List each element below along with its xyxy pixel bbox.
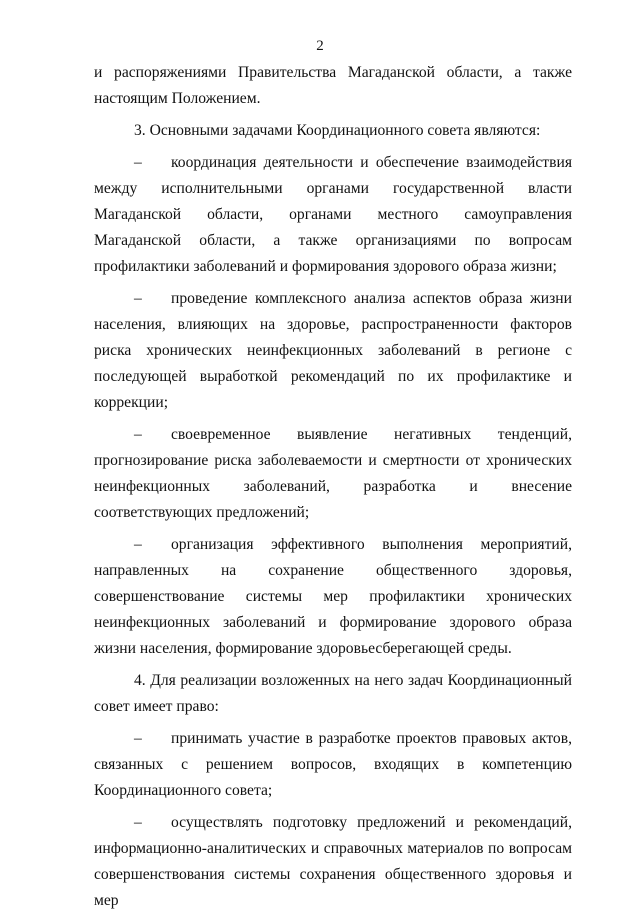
- paragraph-rights-heading: 4. Для реализации возложенных на него задач Координационный совет имеет право:: [94, 672, 572, 715]
- list-item-organization: [94, 532, 572, 662]
- dash-bullet: –: [134, 426, 142, 443]
- list-item-text: своевременное выявление негативных тенденций, прогнозирование риска заболеваемости и смертности от хронических неинфекционных заболеваний, разработка и внесение соответствующих предложений;: [94, 426, 572, 521]
- dash-bullet: –: [134, 154, 142, 171]
- dash-bullet: –: [134, 814, 142, 831]
- list-item-analysis: [94, 286, 572, 416]
- list-item-preparation: [94, 810, 572, 914]
- dash-bullet: –: [134, 730, 142, 747]
- list-item-detection: [94, 422, 572, 526]
- list-item-participation: [94, 726, 572, 804]
- page-number: 2: [316, 38, 324, 54]
- paragraph-continuation: и распоряжениями Правительства Магаданской области, а также настоящим Положением.: [94, 64, 572, 107]
- document-body: [94, 60, 572, 914]
- list-item-coordination: [94, 150, 572, 280]
- dash-bullet: –: [134, 290, 142, 307]
- list-item-text: организация эффективного выполнения мероприятий, направленных на сохранение общественного здоровья, совершенствование системы мер профилактики хронических неинфекционных заболеваний и формирование здорового образа жизни населения, формирование здоровьесберегающей среды.: [94, 536, 572, 657]
- list-item-text: осуществлять подготовку предложений и рекомендаций, информационно-аналитических и справочных материалов по вопросам совершенствования системы сохранения общественного здоровья и мер: [94, 814, 572, 909]
- list-item-text: принимать участие в разработке проектов правовых актов, связанных с решением вопросов, входящих в компетенцию Координационного совета;: [94, 730, 572, 799]
- list-item-text: координация деятельности и обеспечение взаимодействия между исполнительными органами государственной власти Магаданской области, органами местного самоуправления Магаданской области, а также организациями по вопросам профилактики заболеваний и формирования здорового образа жизни;: [94, 154, 572, 275]
- paragraph-tasks-heading: 3. Основными задачами Координационного совета являются:: [134, 122, 541, 139]
- list-item-text: проведение комплексного анализа аспектов образа жизни населения, влияющих на здоровье, распространенности факторов риска хронических неинфекционных заболеваний в регионе с последующей выработкой рекомендаций по их профилактике и коррекции;: [94, 290, 572, 411]
- dash-bullet: –: [134, 536, 142, 553]
